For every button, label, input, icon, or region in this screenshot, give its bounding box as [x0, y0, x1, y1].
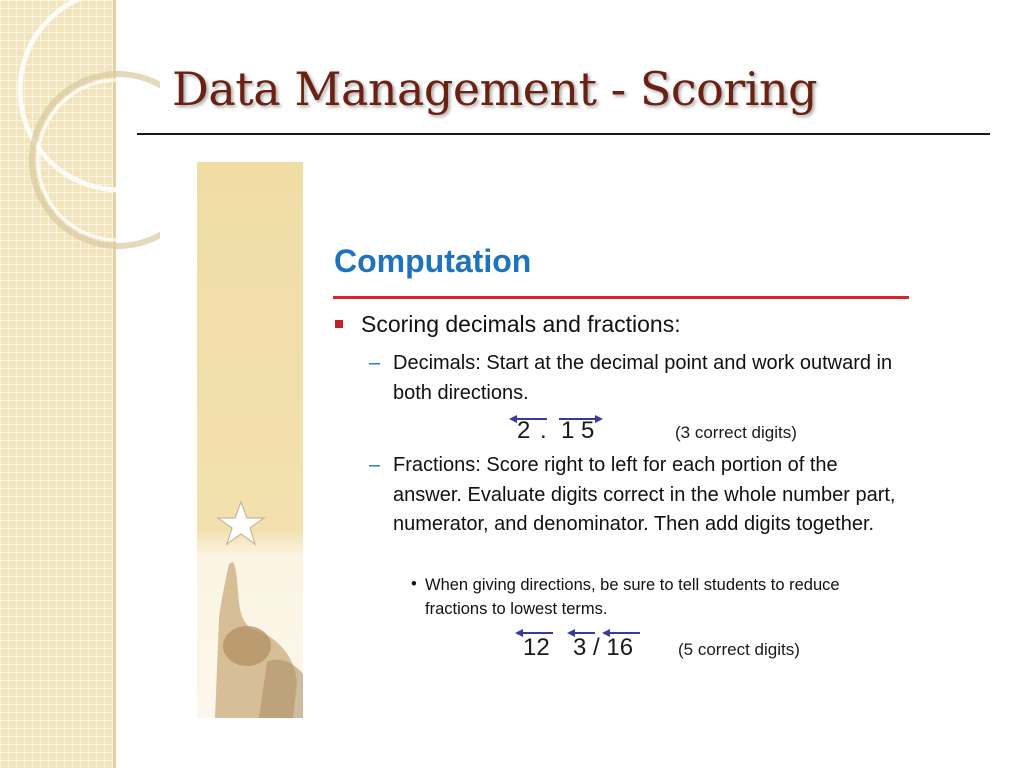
decorative-photo-panel — [197, 162, 303, 718]
fraction-value: 3 / 16 — [573, 634, 634, 661]
fraction-whole-number: 12 — [523, 634, 550, 661]
sub-bullet-text: Fractions: Score right to left for each portion of the answer. Evaluate digits correct in the whole number part, numerator, and denominator. Then add digits together. — [393, 454, 896, 535]
child-reaching-for-star-image — [197, 162, 303, 718]
decorative-circles — [0, 0, 160, 260]
fraction-example-image — [487, 625, 831, 659]
dash-icon: – — [369, 352, 381, 374]
section-heading: Computation — [334, 243, 532, 279]
sub-sub-bullet-text: When giving directions, be sure to tell students to reduce fractions to lowest terms. — [425, 576, 840, 618]
sub-sub-bullet-lowest-terms — [411, 573, 891, 621]
sub-bullet-text: Decimals: Start at the decimal point and work outward in both directions. — [393, 352, 893, 404]
title-underline — [137, 133, 990, 135]
fraction-correct-count: (5 correct digits) — [678, 640, 800, 659]
decimal-example-image — [487, 409, 831, 443]
slide-title: Data Management - Scoring — [172, 62, 818, 116]
decimal-point: . — [540, 417, 547, 444]
decimal-fraction-digits: 1 5 — [561, 417, 595, 444]
sub-bullet-fractions — [369, 451, 909, 540]
star-icon — [218, 502, 264, 544]
decimal-whole-digit: 2 — [517, 417, 531, 444]
decimal-correct-count: (3 correct digits) — [675, 423, 797, 442]
bullet-text: Scoring decimals and fractions: — [361, 311, 681, 337]
bullet-dot-icon: • — [411, 575, 417, 593]
dash-icon: – — [369, 454, 381, 476]
square-bullet-icon — [335, 320, 343, 328]
sub-bullet-decimals — [369, 349, 909, 408]
section-underline — [333, 296, 909, 299]
